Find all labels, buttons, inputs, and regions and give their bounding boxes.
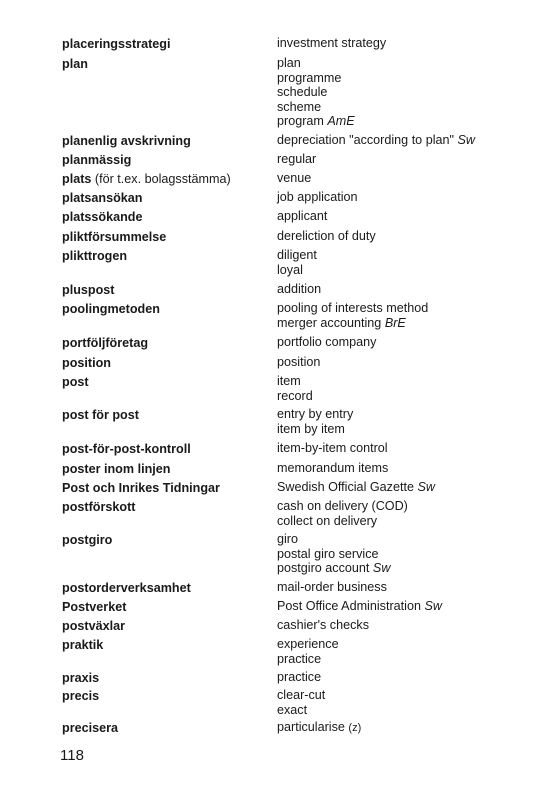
translation-text: investment strategy [277, 36, 387, 50]
entry-term [62, 461, 267, 477]
translation-text: merger accounting [277, 315, 382, 330]
entry-translations [277, 407, 527, 436]
region-label: Sw [417, 480, 435, 494]
entry-translations [277, 56, 527, 129]
term-word: precis [62, 689, 100, 703]
translation-line [277, 561, 527, 576]
translation-line [277, 374, 527, 389]
translation-line [277, 480, 527, 495]
translation-text: Swedish Official Gazette [277, 480, 414, 494]
translation-line [277, 229, 527, 244]
translation-line [277, 85, 527, 100]
translation-text: program [277, 114, 324, 129]
entry-term [62, 36, 267, 52]
entry-translations [277, 599, 527, 614]
entry-term [62, 282, 267, 298]
entry-translations [277, 171, 527, 186]
translation-line [277, 36, 527, 51]
translation-line [277, 355, 527, 370]
page-number: 118 [60, 747, 84, 764]
term-word: Postverket [62, 600, 127, 614]
entry-term [62, 56, 267, 72]
entry-term [62, 441, 267, 457]
term-word: platssökande [62, 210, 143, 224]
translation-line [277, 461, 527, 476]
translation-text: scheme [277, 99, 322, 114]
entry-term [62, 720, 267, 736]
translation-line [277, 618, 527, 633]
translation-text: item [277, 374, 301, 388]
term-word: Post och Inrikes Tidningar [62, 481, 220, 495]
term-word: plats [62, 172, 92, 186]
entry-term [62, 133, 267, 149]
translation-line [277, 441, 527, 456]
translation-line [277, 547, 527, 562]
entry-translations [277, 670, 527, 685]
translation-line [277, 637, 527, 652]
entry-term [62, 229, 267, 245]
entry-term [62, 355, 267, 371]
entry-translations [277, 133, 527, 148]
translation-text: schedule [277, 85, 328, 100]
term-word: praxis [62, 671, 100, 685]
translation-text: addition [277, 282, 322, 296]
entry-term [62, 248, 267, 264]
translation-line [277, 100, 527, 115]
translation-line [277, 499, 527, 514]
translation-line [277, 580, 527, 595]
translation-text: regular [277, 152, 317, 166]
entry-term [62, 637, 267, 653]
term-word: postväxlar [62, 619, 125, 633]
term-word: precisera [62, 721, 119, 735]
translation-line [277, 248, 527, 263]
entry-term [62, 670, 267, 686]
translation-text: programme [277, 70, 342, 85]
translation-text: exact [277, 702, 308, 717]
entry-term [62, 335, 267, 351]
translation-line [277, 422, 527, 437]
translation-line [277, 335, 527, 350]
translation-line [277, 407, 527, 422]
translation-line [277, 316, 527, 331]
translation-line [277, 56, 527, 71]
entry-term [62, 480, 267, 496]
translation-line [277, 152, 527, 167]
translation-line [277, 209, 527, 224]
translation-text: plan [277, 56, 301, 70]
translation-text: Post Office Administration [277, 599, 421, 613]
term-word: planmässig [62, 153, 132, 167]
translation-text: collect on delivery [277, 513, 378, 528]
translation-line [277, 114, 527, 129]
translation-text: entry by entry [277, 407, 354, 421]
entry-translations [277, 441, 527, 456]
translation-text: postal giro service [277, 546, 379, 561]
entry-translations [277, 190, 527, 205]
translation-line [277, 688, 527, 703]
term-word: pluspost [62, 283, 115, 297]
entry-translations [277, 618, 527, 633]
entry-translations [277, 374, 527, 403]
entry-term [62, 580, 267, 596]
translation-text: applicant [277, 209, 328, 223]
term-word: planenlig avskrivning [62, 134, 191, 148]
translation-text: record [277, 388, 313, 403]
translation-text: loyal [277, 262, 303, 277]
translation-text: position [277, 355, 321, 369]
entry-term [62, 532, 267, 548]
entry-translations [277, 637, 527, 666]
entry-term [62, 374, 267, 390]
translation-text: experience [277, 637, 339, 651]
entry-translations [277, 152, 527, 167]
term-word: portföljföretag [62, 336, 149, 350]
translation-text: clear-cut [277, 688, 326, 702]
entry-translations [277, 580, 527, 595]
term-note: (för t.ex. bolagsstämma) [94, 172, 231, 186]
translation-text: depreciation "according to plan" [277, 133, 454, 147]
region-label: Sw [457, 133, 475, 147]
entry-term [62, 499, 267, 515]
region-label: BrE [384, 315, 406, 330]
translation-line [277, 532, 527, 547]
translation-text: portfolio company [277, 335, 377, 349]
translation-line [277, 703, 527, 718]
entry-term [62, 152, 267, 168]
entry-term [62, 599, 267, 615]
translation-line [277, 133, 527, 148]
translation-text: venue [277, 171, 312, 185]
translation-text: item by item [277, 421, 345, 436]
entry-translations [277, 248, 527, 277]
term-word: postförskott [62, 500, 136, 514]
translation-text: particularise [277, 720, 345, 734]
entry-term [62, 301, 267, 317]
translation-line [277, 301, 527, 316]
entry-term [62, 171, 267, 187]
translation-text: practice [277, 651, 322, 666]
term-word: plan [62, 57, 88, 71]
entry-term [62, 209, 267, 225]
term-word: praktik [62, 638, 104, 652]
entry-translations [277, 36, 527, 51]
spelling-variant: (z) [348, 722, 362, 734]
region-label: Sw [424, 599, 442, 613]
term-word: placeringsstrategi [62, 37, 171, 51]
translation-line [277, 599, 527, 614]
entry-term [62, 688, 267, 704]
translation-line [277, 282, 527, 297]
entry-translations [277, 688, 527, 717]
entry-translations [277, 480, 527, 495]
term-word: pliktförsummelse [62, 230, 167, 244]
entry-translations [277, 229, 527, 244]
translation-line [277, 652, 527, 667]
term-word: post-för-post-kontroll [62, 442, 191, 456]
translation-text: memorandum items [277, 461, 389, 475]
translation-text: pooling of interests method [277, 301, 429, 315]
entry-translations [277, 355, 527, 370]
entry-translations [277, 532, 527, 576]
entry-translations [277, 720, 527, 736]
translation-text: diligent [277, 248, 317, 262]
translation-line [277, 263, 527, 278]
entry-translations [277, 301, 527, 330]
translation-line [277, 670, 527, 685]
translation-text: postgiro account [277, 561, 370, 576]
entry-term [62, 190, 267, 206]
translation-line [277, 389, 527, 404]
translation-text: item-by-item control [277, 441, 388, 455]
term-word: position [62, 356, 111, 370]
translation-line [277, 514, 527, 529]
translation-text: job application [277, 190, 358, 204]
entry-translations [277, 282, 527, 297]
region-label: AmE [327, 114, 355, 129]
entry-translations [277, 209, 527, 224]
translation-line [277, 190, 527, 205]
entry-translations [277, 499, 527, 528]
translation-text: giro [277, 532, 298, 546]
term-word: postorderverksamhet [62, 581, 191, 595]
translation-text: dereliction of duty [277, 229, 376, 243]
term-word: poster inom linjen [62, 462, 171, 476]
term-word: platsansökan [62, 191, 143, 205]
translation-text: mail-order business [277, 580, 387, 594]
translation-line [277, 171, 527, 186]
entry-term [62, 618, 267, 634]
translation-text: cashier's checks [277, 618, 369, 632]
term-word: poolingmetoden [62, 302, 160, 316]
translation-text: cash on delivery (COD) [277, 499, 408, 513]
translation-line [277, 71, 527, 86]
term-word: postgiro [62, 533, 113, 547]
term-word: post för post [62, 408, 139, 422]
term-word: post [62, 375, 89, 389]
entry-term [62, 407, 267, 423]
entry-translations [277, 461, 527, 476]
region-label: Sw [372, 561, 391, 576]
entry-translations [277, 335, 527, 350]
translation-text: practice [277, 670, 322, 684]
translation-line [277, 720, 527, 736]
term-word: plikttrogen [62, 249, 128, 263]
